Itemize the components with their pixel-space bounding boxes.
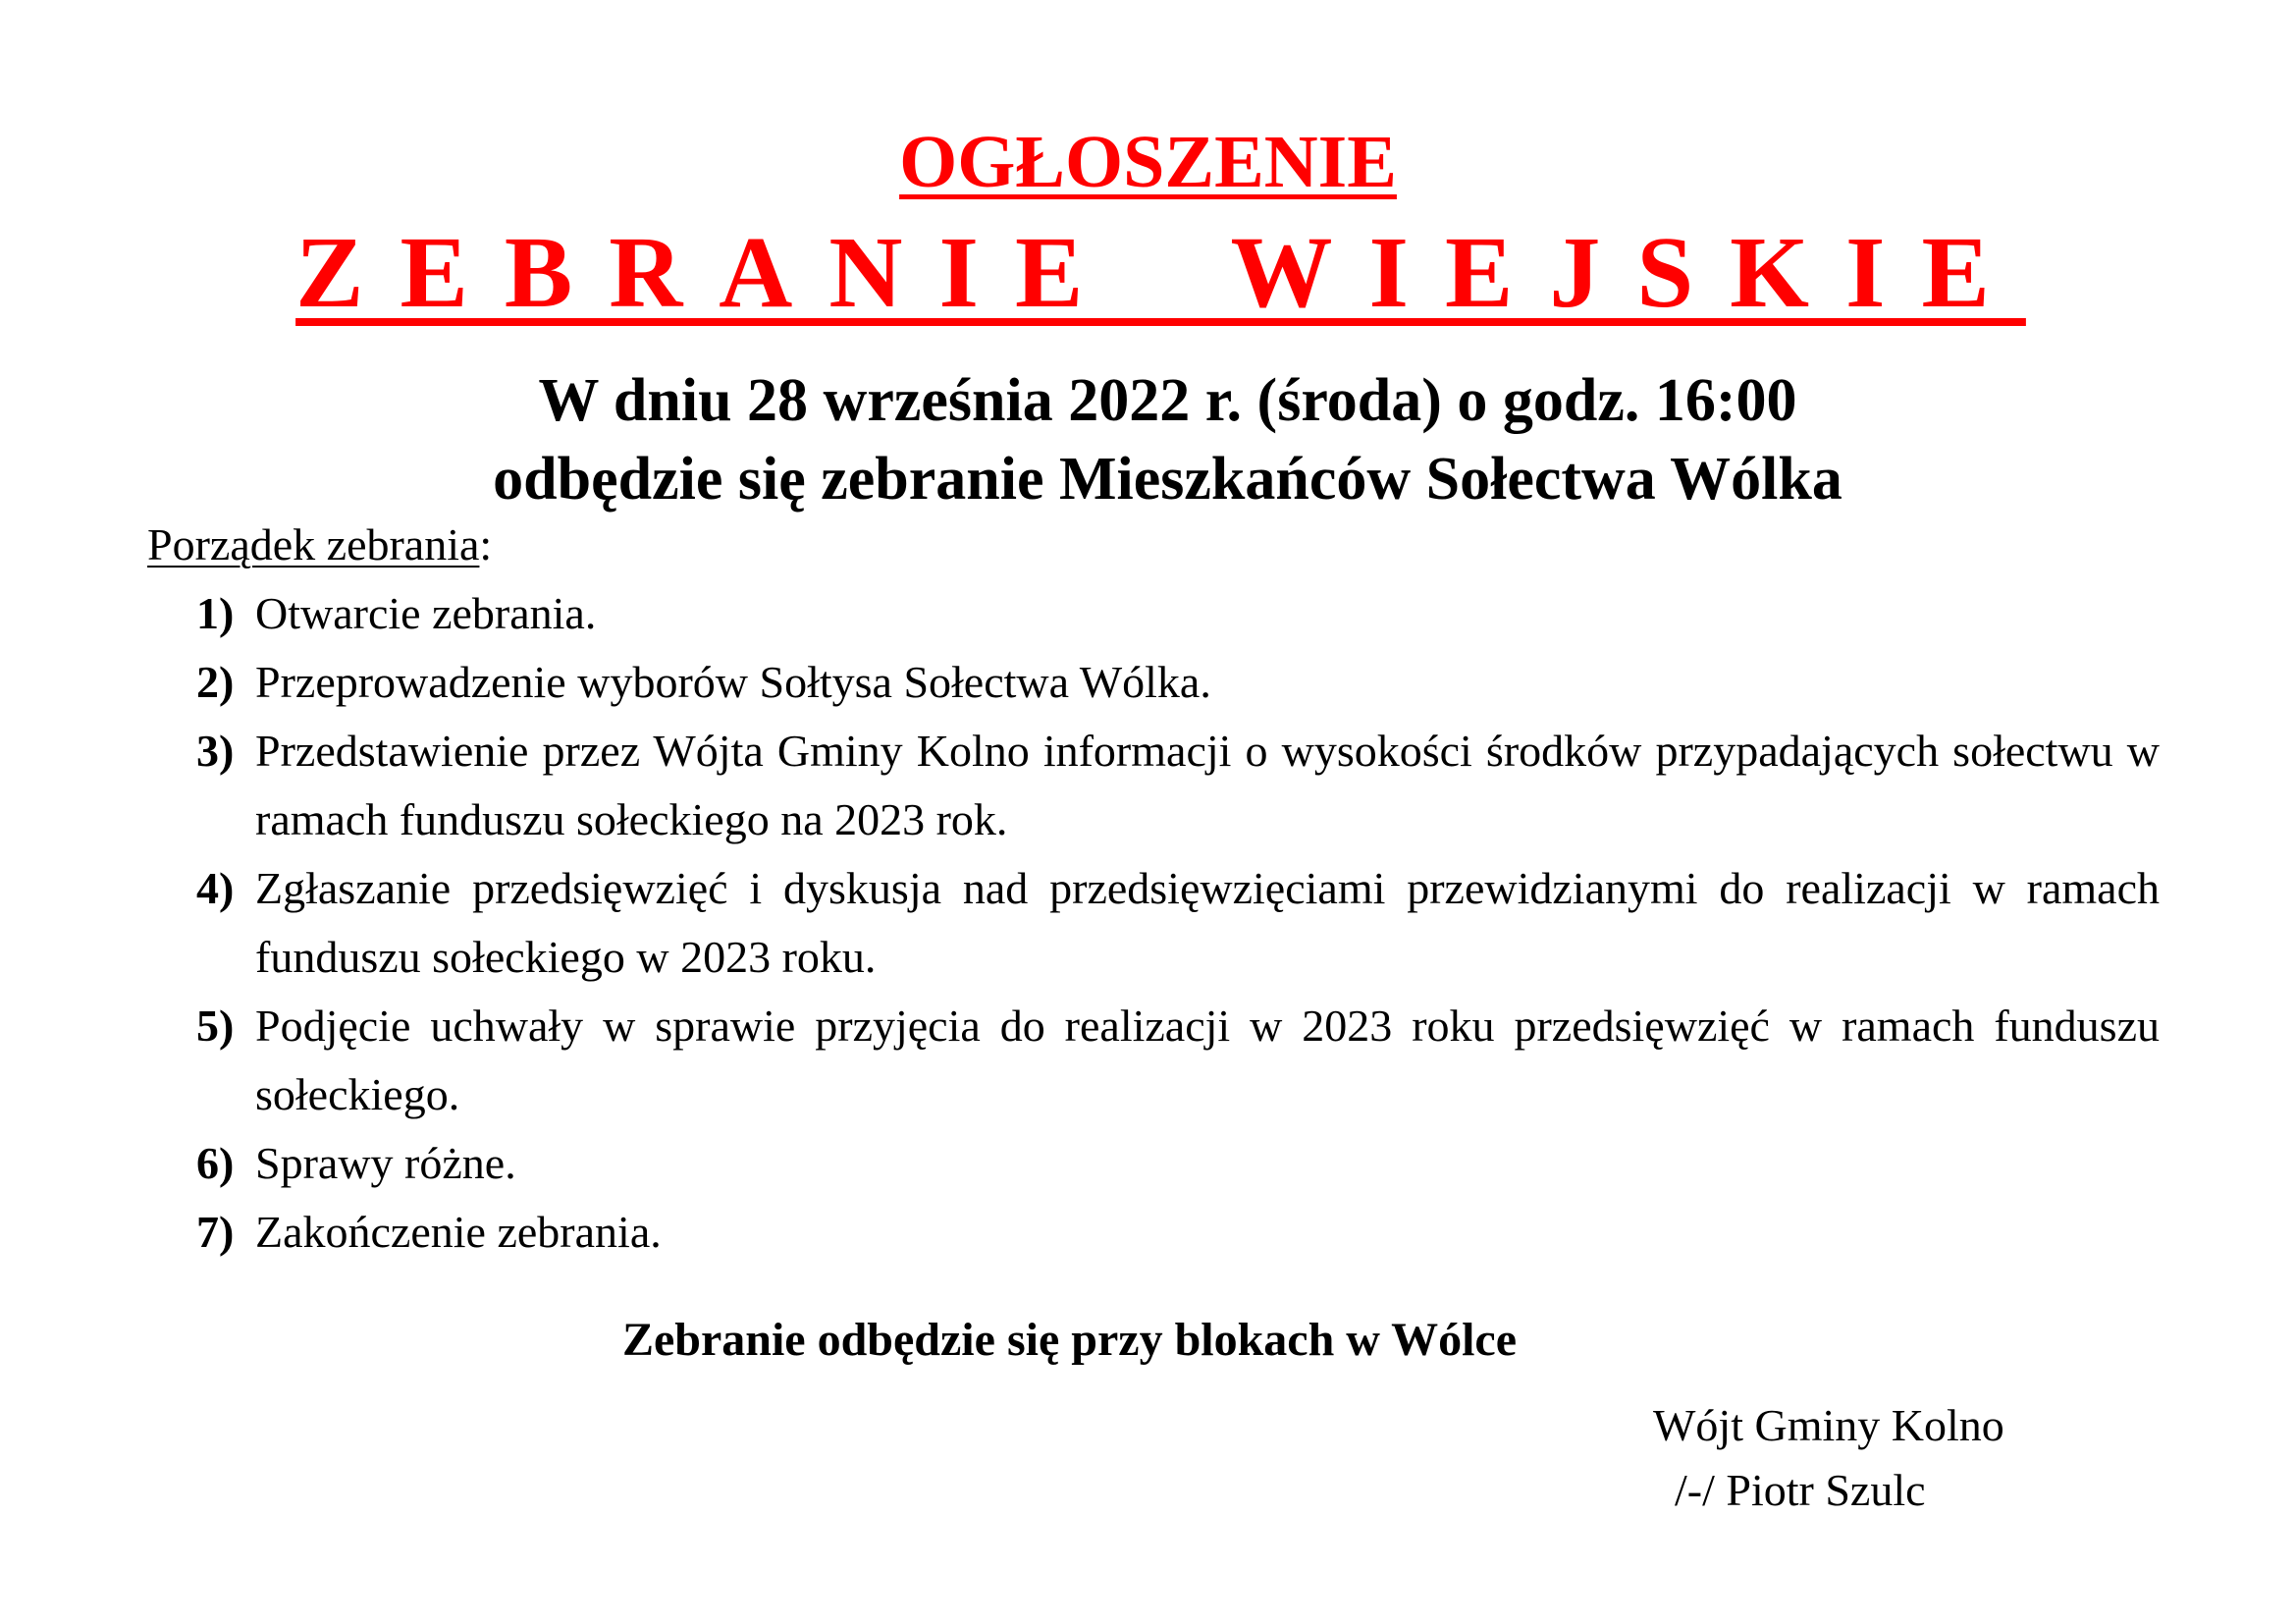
agenda-item-number: 3) (196, 726, 235, 776)
agenda-item-text: Podjęcie uchwały w sprawie przyjęcia do realizacji w 2023 roku przedsięwzięć w ramach funduszu sołeckiego. (255, 1001, 2160, 1119)
meeting-date-line: W dniu 28 września 2022 r. (środa) o godz. 16:00 (538, 367, 1797, 434)
agenda-item (196, 717, 2160, 854)
agenda-item-number: 1) (196, 588, 235, 638)
agenda-item-number: 6) (196, 1138, 235, 1188)
agenda-heading (147, 513, 492, 577)
agenda-item-text: Przeprowadzenie wyborów Sołtysa Sołectwa Wólka. (255, 657, 1211, 707)
agenda-item-text: Przedstawienie przez Wójta Gminy Kolno informacji o wysokości środków przypadających sołectwu w ramach funduszu sołeckiego na 2023 rok. (255, 726, 2160, 844)
agenda-item (196, 992, 2160, 1129)
agenda-item (196, 1129, 2160, 1198)
agenda-list (196, 579, 2160, 1267)
agenda-item-number: 5) (196, 1001, 235, 1051)
meeting-title: ZEBRANIE WIEJSKIE (295, 216, 2026, 329)
agenda-item (196, 1198, 2160, 1267)
agenda-item (196, 579, 2160, 648)
agenda-item-text: Sprawy różne. (255, 1138, 516, 1188)
agenda-item-number: 2) (196, 657, 235, 707)
agenda-heading-text: Porządek zebrania (147, 519, 480, 569)
signature-name: /-/ Piotr Szulc (1675, 1465, 1926, 1515)
agenda-item-text: Zakończenie zebrania. (255, 1207, 662, 1257)
agenda-item-number: 7) (196, 1207, 235, 1257)
agenda-item-text: Zgłaszanie przedsięwzięć i dyskusja nad przedsięwzięciami przewidzianymi do realizacji w ramach funduszu sołeckiego w 2023 roku. (255, 863, 2160, 982)
announcement-heading: OGŁOSZENIE (899, 121, 1397, 203)
agenda-item-number: 4) (196, 863, 235, 913)
agenda-item-text: Otwarcie zebrania. (255, 588, 597, 638)
agenda-item (196, 854, 2160, 992)
agenda-heading-colon: : (479, 519, 493, 569)
meeting-location: Zebranie odbędzie się przy blokach w Wólce (621, 1314, 1518, 1366)
meeting-description-line: odbędzie się zebranie Mieszkańców Sołectwa Wólka (493, 446, 1842, 513)
agenda-item (196, 648, 2160, 717)
signature-role: Wójt Gminy Kolno (1653, 1400, 2004, 1450)
